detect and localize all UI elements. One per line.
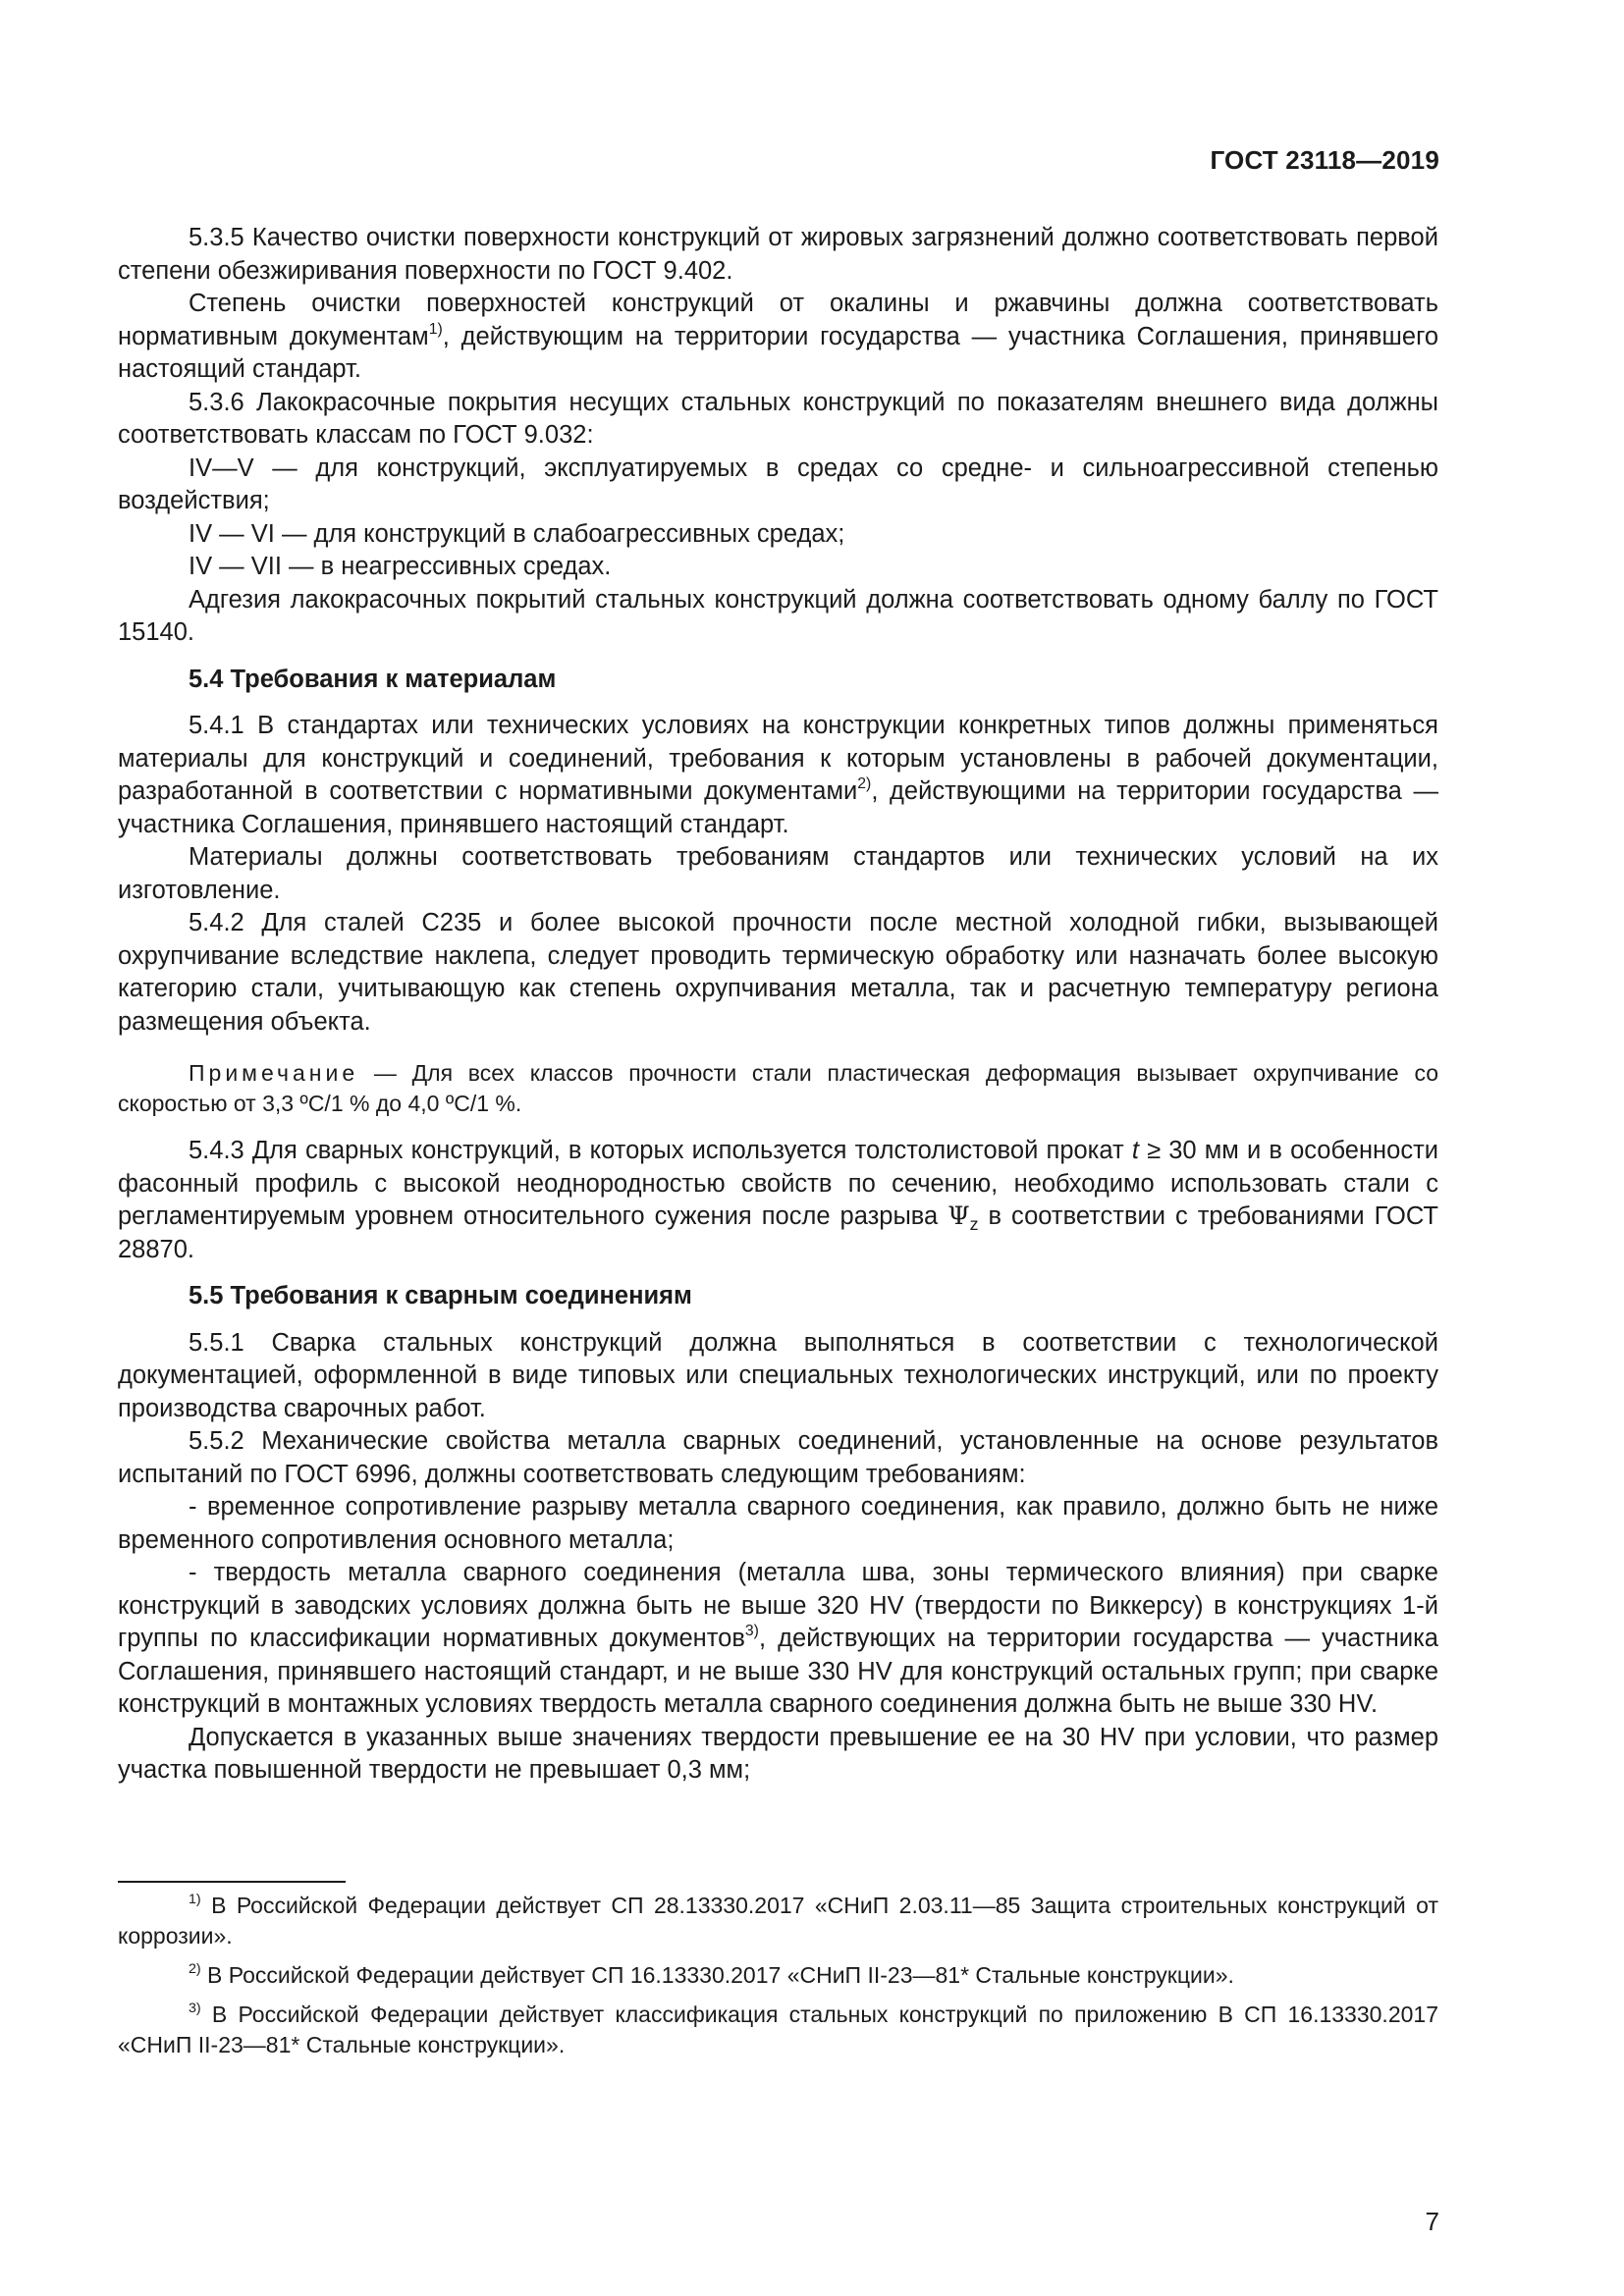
text-run: , действующих на территории государства — участника Соглашения, принявшего настоящий стандарт, и не выше 330 HV для конструкций остальных групп; при сварке конструкций в монтажных условиях твердость металла сварного соединения должна быть не выше 330 HV. bbox=[118, 1625, 1438, 1718]
psi-subscript: z bbox=[969, 1214, 979, 1235]
text-run: 5.4.3 Для сварных конструкций, в которых используется толстолистовой прокат bbox=[189, 1137, 1132, 1164]
footnote-ref-3[interactable]: 3) bbox=[744, 1622, 759, 1639]
note bbox=[118, 1058, 1438, 1119]
paragraph-class-iv-vi: IV — VI — для конструкций в слабоагрессивных средах; bbox=[189, 519, 845, 548]
paragraph-5-4-3 bbox=[118, 1135, 1438, 1266]
paragraph-class-iv-v: IV—V — для конструкций, эксплуатируемых в средах со средне- и сильноагрессивной степенью воздействия; bbox=[118, 454, 1438, 514]
text-run: , действующим на территории государства — участника Соглашения, принявшего настоящий стандарт. bbox=[118, 322, 1438, 383]
footnote-divider bbox=[118, 1881, 346, 1883]
text-run: 5.4.1 В стандартах или технических условиях на конструкции конкретных типов должны применяться материалы для конструкций и соединений, требования к которым установлены в рабочей документации, разработанной в соответствии с нормативными документами bbox=[118, 712, 1438, 805]
text-run: ≥ 30 мм и в особенности фасонный профиль с высокой неоднородностью свойств по сечению, необходимо использовать стали с регламентируемым уровнем относительного сужения после разрыва bbox=[118, 1137, 1438, 1230]
thickness-symbol: t bbox=[1131, 1137, 1139, 1164]
footnote-mark: 1) bbox=[189, 1892, 201, 1908]
footnote-mark: 2) bbox=[189, 1961, 201, 1978]
list-item-tensile-strength: - временное сопротивление разрыву металла сварного соединения, как правило, должно быть не ниже временного сопротивления основного металла; bbox=[118, 1493, 1438, 1554]
section-heading-5-4: 5.4 Требования к материалам bbox=[189, 665, 557, 693]
footnote-1 bbox=[118, 1891, 1438, 1951]
paragraph-5-4-1 bbox=[118, 710, 1438, 841]
page-number: 7 bbox=[1425, 2207, 1439, 2236]
paragraph-hardness-tolerance: Допускается в указанных выше значениях твердости превышение ее на 30 HV при условии, что размер участка повышенной твердости не превышает 0,3 мм; bbox=[118, 1723, 1438, 1784]
text-run: Степень очистки поверхностей конструкций от окалины и ржавчины должна соответствовать нормативным документам bbox=[118, 290, 1438, 350]
note-label: Примечание bbox=[189, 1060, 359, 1086]
paragraph-adhesion: Адгезия лакокрасочных покрытий стальных конструкций должна соответствовать одному баллу по ГОСТ 15140. bbox=[118, 585, 1438, 646]
psi-symbol: Ψ bbox=[947, 1201, 970, 1231]
section-heading-5-5: 5.5 Требования к сварным соединениям bbox=[189, 1282, 692, 1309]
paragraph-5-5-1: 5.5.1 Сварка стальных конструкций должна выполняться в соответствии с технологической документацией, оформленной в виде типовых или специальных технологических инструкций, или по проекту производства сварочных работ. bbox=[118, 1328, 1438, 1422]
footnote-3 bbox=[118, 2000, 1438, 2060]
paragraph-5-4-2: 5.4.2 Для сталей С235 и более высокой прочности после местной холодной гибки, вызывающей охрупчивание вследствие наклепа, следует проводить термическую обработку или назначать более высокую категорию стали, учитывающую как степень охрупчивания металла, так и расчетную температуру региона размещения объекта. bbox=[118, 909, 1438, 1036]
paragraph-5-3-5: 5.3.5 Качество очистки поверхности конструкций от жировых загрязнений должно соответствовать первой степени обезжиривания поверхности по ГОСТ 9.402. bbox=[118, 224, 1438, 285]
paragraph-cleaning-degree bbox=[118, 288, 1438, 387]
text-run: - твердость металла сварного соединения (металла шва, зоны термического влияния) при сварке конструкций в заводских условиях должна быть не выше 320 HV (твердости по Виккерсу) в конструкциях 1-й группы по классификации нормативных документов bbox=[118, 1559, 1438, 1652]
text-run: в соответствии с требованиями ГОСТ 28870. bbox=[118, 1202, 1438, 1263]
paragraph-class-iv-vii: IV — VII — в неагрессивных средах. bbox=[189, 553, 612, 580]
footnote-text: В Российской Федерации действует СП 16.13330.2017 «СНиП II-23—81* Стальные конструкции». bbox=[200, 1962, 1234, 1988]
footnote-mark: 3) bbox=[189, 2001, 201, 2017]
document-code: ГОСТ 23118—2019 bbox=[1210, 145, 1439, 175]
list-item-hardness bbox=[118, 1557, 1438, 1722]
text-run: , действующими на территории государства — участника Соглашения, принявшего настоящий стандарт. bbox=[118, 777, 1438, 838]
note-text: — Для всех классов прочности стали пластическая деформация вызывает охрупчивание со скоростью от 3,3 ºС/1 % до 4,0 ºС/1 %. bbox=[118, 1060, 1438, 1116]
footnotes bbox=[118, 1881, 1438, 2069]
footnote-ref-2[interactable]: 2) bbox=[857, 774, 872, 792]
main-text bbox=[118, 222, 1438, 1788]
footnote-text: В Российской Федерации действует классификация стальных конструкций по приложению В СП 16.13330.2017 «СНиП II-23—81* Стальные конструкции». bbox=[118, 2002, 1438, 2057]
footnote-text: В Российской Федерации действует СП 28.13330.2017 «СНиП 2.03.11—85 Защита строительных конструкций от коррозии». bbox=[118, 1893, 1438, 1949]
paragraph-5-5-2: 5.5.2 Механические свойства металла сварных соединений, установленные на основе результатов испытаний по ГОСТ 6996, должны соответствовать следующим требованиям: bbox=[118, 1427, 1438, 1488]
footnote-2 bbox=[118, 1960, 1438, 1991]
paragraph-5-3-6: 5.3.6 Лакокрасочные покрытия несущих стальных конструкций по показателям внешнего вида должны соответствовать классам по ГОСТ 9.032: bbox=[118, 388, 1438, 449]
paragraph-materials: Материалы должны соответствовать требованиям стандартов или технических условий на их изготовление. bbox=[118, 843, 1438, 904]
footnote-ref-1[interactable]: 1) bbox=[428, 320, 443, 338]
